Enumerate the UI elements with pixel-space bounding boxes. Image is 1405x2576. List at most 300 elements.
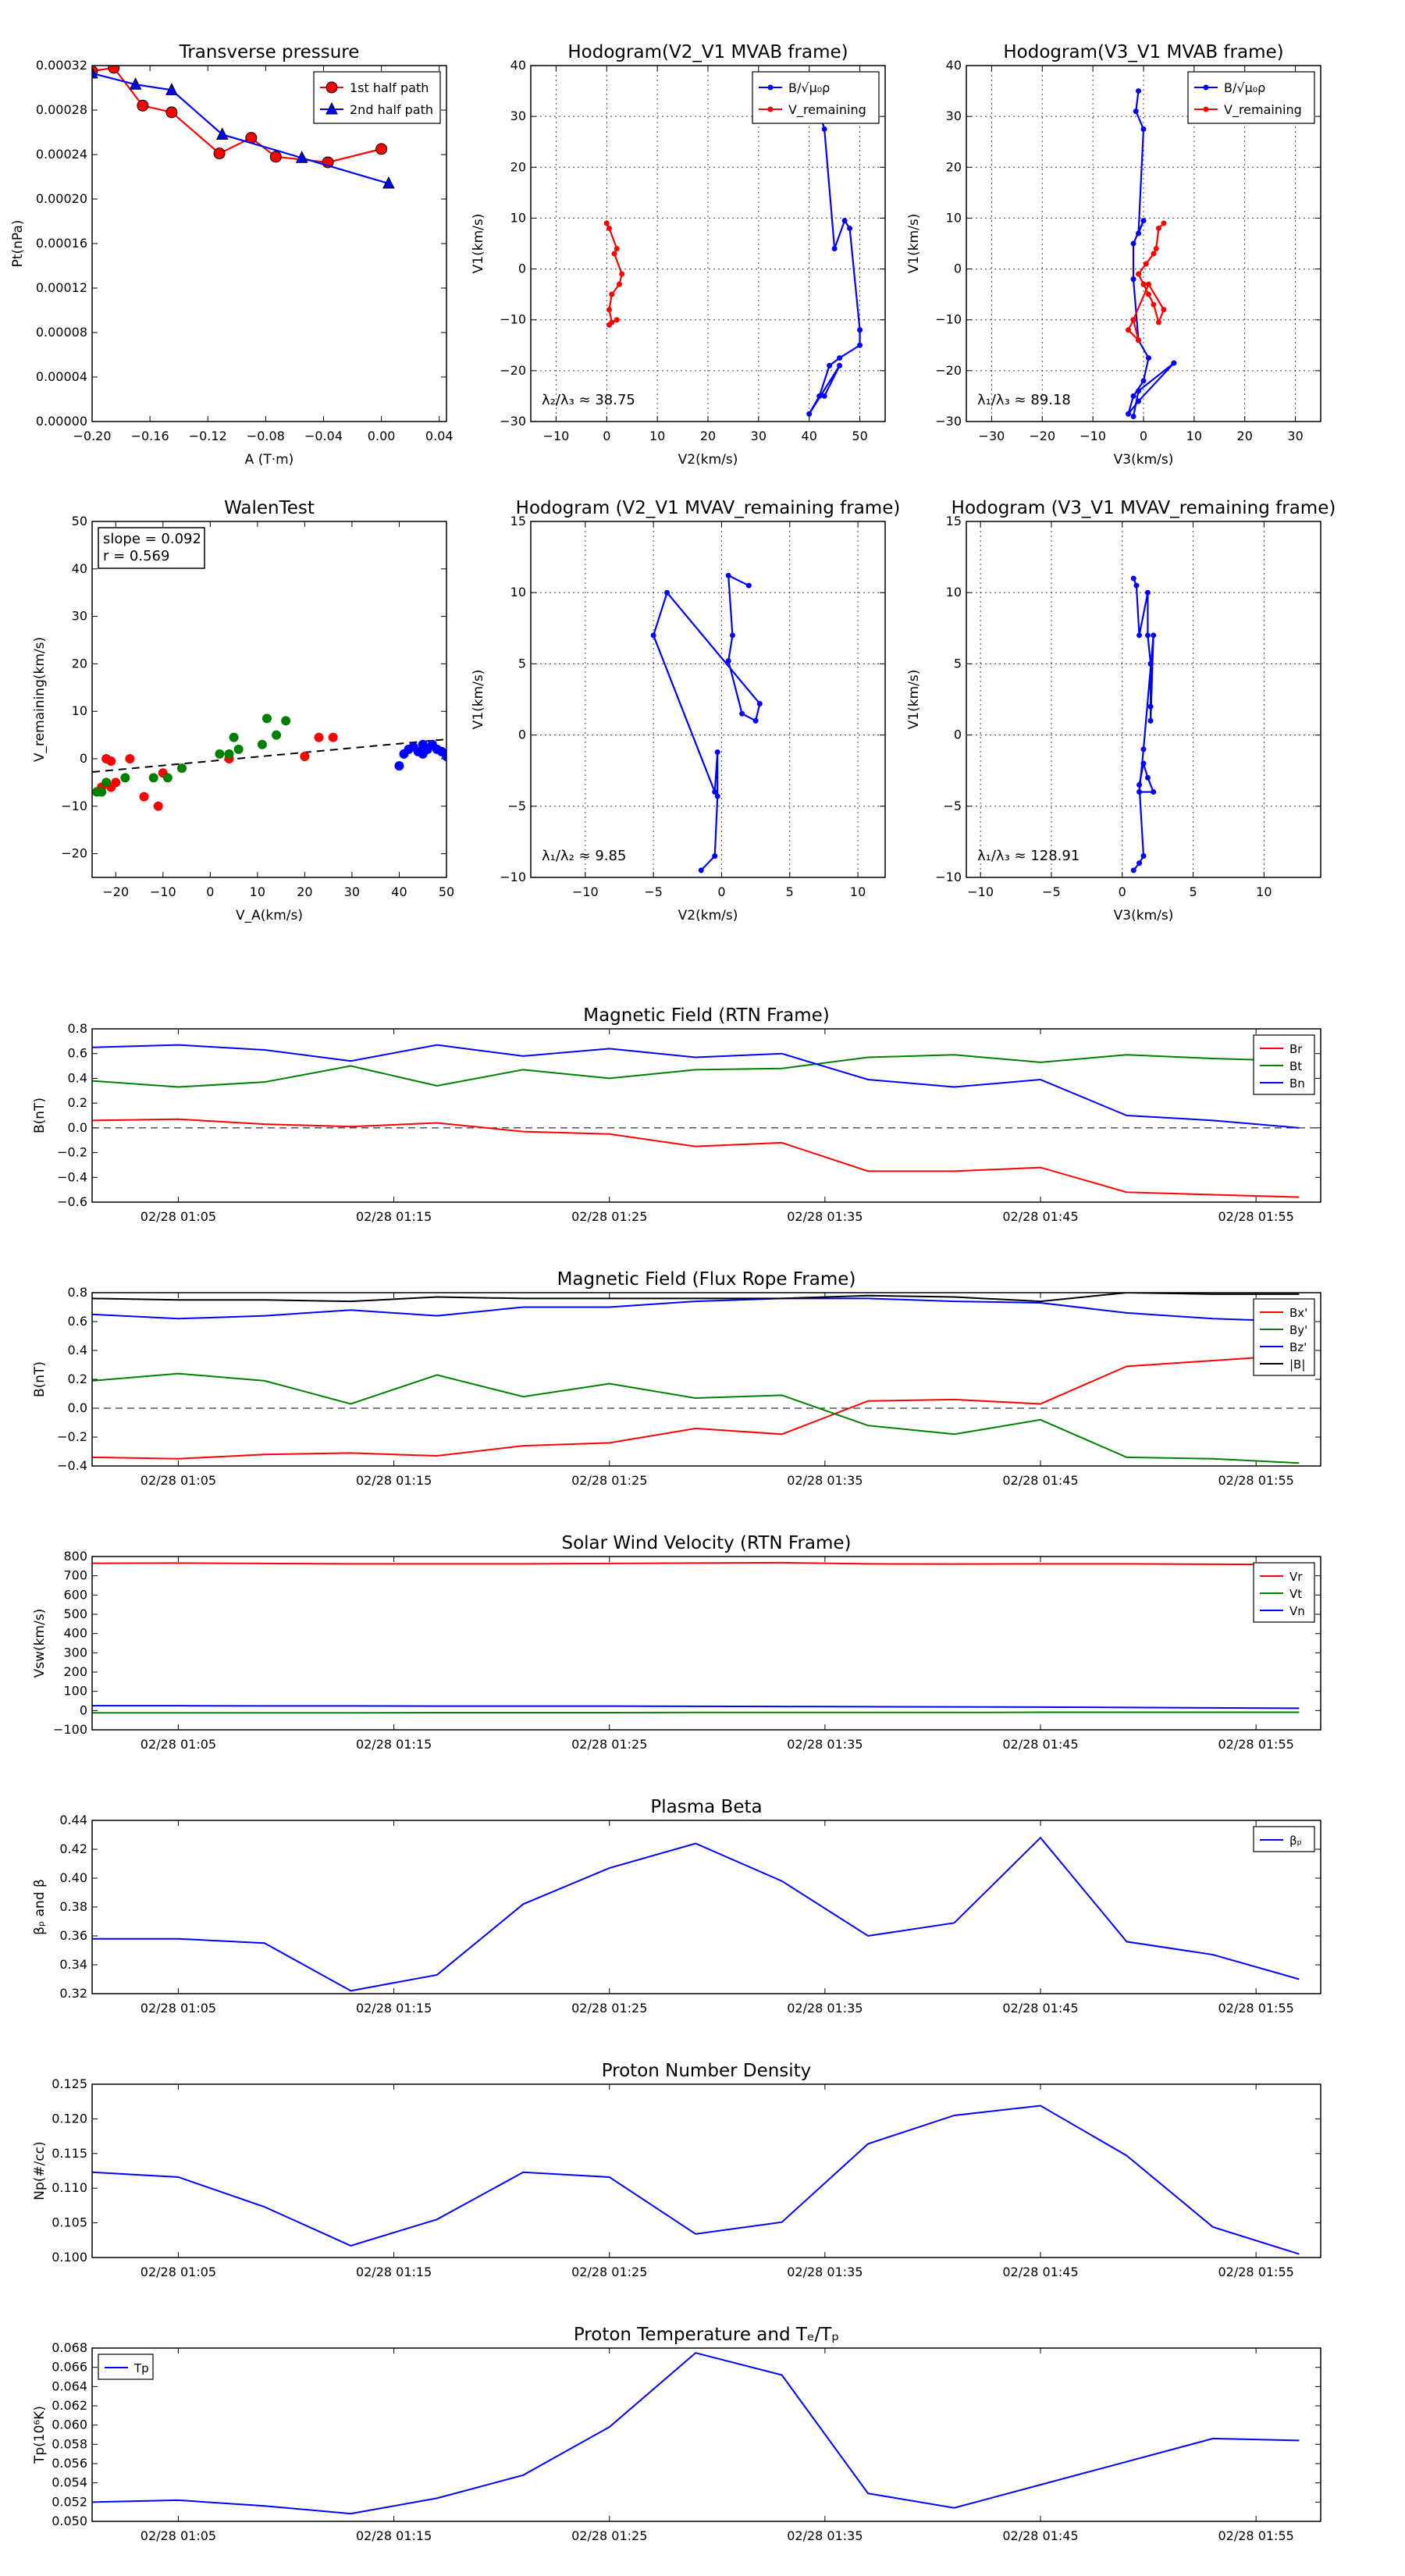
y-tick-label: 200 <box>63 1664 87 1679</box>
x-tick-label: 02/28 01:55 <box>1218 2265 1294 2279</box>
x-tick-label: 02/28 01:05 <box>140 1473 217 1488</box>
x-tick-label: −30 <box>978 429 1005 443</box>
data-point <box>612 251 617 257</box>
data-point <box>1156 319 1161 325</box>
series-0-line <box>92 2106 1299 2254</box>
y-tick-label: 15 <box>945 514 962 528</box>
y-axis-label: V1(km/s) <box>471 213 486 274</box>
x-tick-label: 02/28 01:25 <box>571 1737 648 1752</box>
series-by--line <box>92 1374 1299 1464</box>
data-point <box>1141 761 1147 767</box>
x-tick-label: 02/28 01:35 <box>787 1473 863 1488</box>
y-tick-label: 0.0 <box>67 1400 87 1415</box>
y-tick-label: 0.068 <box>52 2340 87 2355</box>
data-point <box>712 853 717 859</box>
y-tick-label: 0.056 <box>52 2456 87 2471</box>
data-point <box>614 246 620 251</box>
y-tick-label: −0.4 <box>57 1169 87 1185</box>
x-tick-label: 50 <box>852 429 868 443</box>
x-tick-label: 5 <box>1189 884 1197 899</box>
series-bn-line <box>92 1045 1299 1128</box>
y-tick-label: 0.062 <box>52 2398 87 2413</box>
y-tick-label: 400 <box>63 1625 87 1641</box>
data-point <box>1131 393 1136 399</box>
x-tick-label: −5 <box>1042 884 1061 899</box>
plot-frame <box>531 521 885 877</box>
legend <box>314 72 440 123</box>
x-tick-label: 02/28 01:35 <box>787 1737 863 1752</box>
data-point <box>726 658 731 664</box>
legend <box>1254 1299 1314 1375</box>
chart-title: WalenTest <box>224 498 315 518</box>
x-tick-label: −0.16 <box>130 429 169 443</box>
legend-marker <box>1204 107 1209 112</box>
x-tick-label: 02/28 01:55 <box>1218 2001 1294 2016</box>
y-axis-label: Np(#/cc) <box>32 2141 48 2201</box>
chart-tp <box>32 2325 1321 2543</box>
series-vr-line <box>92 1563 1299 1564</box>
y-tick-label: −10 <box>500 311 526 327</box>
y-tick-label: 40 <box>510 58 526 73</box>
x-tick-label: 40 <box>801 429 817 443</box>
x-tick-label: 02/28 01:15 <box>355 1473 432 1488</box>
data-point <box>1161 307 1166 312</box>
legend-label: Vt <box>1289 1587 1303 1601</box>
x-tick-label: 0 <box>1118 884 1126 899</box>
y-tick-label: −0.4 <box>57 1458 87 1473</box>
chart-pressure <box>10 42 454 468</box>
x-tick-label: −5 <box>644 884 663 899</box>
data-point <box>258 740 267 749</box>
data-point <box>1131 575 1136 581</box>
data-point <box>847 226 852 231</box>
series-0-line <box>1133 578 1153 870</box>
data-point <box>1131 867 1136 873</box>
x-tick-label: 02/28 01:05 <box>140 1737 217 1752</box>
data-point <box>329 733 338 742</box>
data-point <box>300 752 309 761</box>
data-point <box>1145 590 1151 596</box>
plot-area <box>92 1838 1299 1991</box>
data-point <box>1154 246 1159 251</box>
x-tick-label: 0.00 <box>367 429 396 443</box>
data-point <box>715 794 720 799</box>
annotation-text: λ₂/λ₃ ≈ 38.75 <box>542 392 635 408</box>
data-point <box>822 126 827 132</box>
legend-label: Br <box>1289 1042 1303 1056</box>
x-tick-label: 40 <box>391 884 407 899</box>
y-tick-label: −0.2 <box>57 1429 87 1444</box>
y-axis-label: V_remaining(km/s) <box>32 636 48 763</box>
annotation-text: λ₁/λ₃ ≈ 89.18 <box>977 392 1071 408</box>
x-tick-label: −0.04 <box>304 429 343 443</box>
x-tick-label: 0.04 <box>425 429 454 443</box>
plot-area <box>1131 575 1156 873</box>
chart-hodo_v2_mvab <box>471 42 885 468</box>
chart-title: Plasma Beta <box>650 1797 763 1817</box>
y-axis-label: Vsw(km/s) <box>32 1608 48 1678</box>
y-tick-label: 0.050 <box>52 2514 87 2528</box>
data-point <box>806 411 812 417</box>
chart-title: Hodogram (V3_V1 MVAV_remaining frame) <box>951 498 1336 518</box>
plot-frame <box>92 2348 1321 2521</box>
series--b--line <box>92 1293 1299 1301</box>
data-point <box>1146 282 1151 287</box>
data-point <box>394 761 404 770</box>
legend-label: |B| <box>1289 1357 1306 1372</box>
y-tick-label: 0.064 <box>52 2379 87 2394</box>
y-tick-label: 20 <box>71 656 87 671</box>
x-tick-label: 02/28 01:25 <box>571 2001 648 2016</box>
x-tick-label: 02/28 01:55 <box>1218 1473 1294 1488</box>
y-tick-label: 30 <box>71 608 87 624</box>
data-point <box>1136 88 1141 94</box>
x-tick-label: 02/28 01:05 <box>140 1209 217 1224</box>
legend-label: Bz' <box>1289 1340 1307 1354</box>
x-tick-label: 02/28 01:25 <box>571 1473 648 1488</box>
x-tick-label: 02/28 01:35 <box>787 2528 863 2543</box>
y-tick-label: 0.052 <box>52 2494 87 2510</box>
plot-frame <box>92 2084 1321 2258</box>
chart-walen <box>32 498 454 923</box>
x-tick-label: 0 <box>717 884 726 899</box>
legend-label: B/√μ₀ρ <box>1224 80 1266 95</box>
x-tick-label: 5 <box>785 884 794 899</box>
plot-frame <box>92 1820 1321 1994</box>
y-tick-label: 0.36 <box>59 1928 87 1943</box>
series-bz--line <box>92 1298 1299 1322</box>
legend-label: Bx' <box>1289 1306 1308 1320</box>
x-tick-label: −10 <box>1080 429 1107 443</box>
chart-title: Hodogram(V2_V1 MVAB frame) <box>567 42 848 62</box>
y-tick-label: 0.00024 <box>35 147 87 162</box>
x-tick-label: 0 <box>206 884 215 899</box>
x-axis-label: A (T·m) <box>244 452 294 468</box>
chart-title: Hodogram(V3_V1 MVAB frame) <box>1003 42 1284 62</box>
y-tick-label: 0.4 <box>67 1343 87 1357</box>
data-point <box>1136 782 1142 788</box>
y-tick-label: 40 <box>71 560 87 576</box>
chart-hodo_v2_mvav <box>471 498 900 923</box>
legend-marker <box>768 85 774 91</box>
data-point <box>827 363 832 368</box>
chart-hodo_v3_mvav <box>906 498 1336 923</box>
data-point <box>604 220 610 226</box>
legend-marker <box>1204 85 1209 91</box>
x-tick-label: 02/28 01:05 <box>140 2265 217 2279</box>
x-tick-label: 02/28 01:35 <box>787 1209 863 1224</box>
data-point <box>1136 388 1141 393</box>
data-point <box>120 773 130 782</box>
legend <box>1254 1035 1314 1094</box>
data-point <box>1136 398 1141 404</box>
series-br-line <box>92 1119 1299 1197</box>
chart-vsw <box>32 1533 1321 1752</box>
data-point <box>726 573 731 578</box>
x-tick-label: −10 <box>542 429 570 443</box>
chart-np <box>32 2061 1321 2279</box>
data-point <box>262 713 272 723</box>
legend-label: By' <box>1289 1323 1308 1337</box>
plot-area <box>92 1563 1299 1713</box>
data-point <box>1136 272 1141 277</box>
y-tick-label: 15 <box>510 514 526 528</box>
data-point <box>1146 355 1151 361</box>
y-tick-label: 0.38 <box>59 1899 87 1914</box>
x-tick-label: −0.08 <box>246 429 285 443</box>
y-tick-label: 0 <box>518 261 526 276</box>
y-tick-label: 5 <box>518 656 526 671</box>
y-tick-label: 40 <box>945 58 962 73</box>
y-tick-label: 0 <box>953 727 962 742</box>
y-tick-label: 0.00028 <box>35 102 87 117</box>
data-point <box>715 749 720 755</box>
data-point <box>270 151 281 162</box>
data-point <box>1141 378 1147 383</box>
x-tick-label: −20 <box>1029 429 1056 443</box>
x-tick-label: −20 <box>102 884 130 899</box>
y-axis-label: B(nT) <box>32 1097 48 1134</box>
data-point <box>214 148 225 159</box>
y-tick-label: −20 <box>935 362 962 378</box>
legend-label: V_remaining <box>788 102 866 117</box>
data-point <box>108 62 119 73</box>
plot-area <box>1126 88 1176 419</box>
data-point <box>137 100 148 111</box>
chart-title: Transverse pressure <box>179 42 360 62</box>
y-tick-label: 0.120 <box>52 2111 87 2126</box>
y-tick-label: −5 <box>943 798 962 813</box>
data-point <box>614 317 620 322</box>
y-tick-label: 0.34 <box>59 1957 87 1972</box>
x-tick-label: 02/28 01:45 <box>1002 1737 1079 1752</box>
data-point <box>1151 302 1156 308</box>
legend-label: B/√μ₀ρ <box>788 80 831 95</box>
data-point <box>757 701 763 706</box>
y-tick-label: 0.066 <box>52 2359 87 2375</box>
data-point <box>272 731 281 740</box>
x-tick-label: −10 <box>967 884 994 899</box>
legend <box>1254 1563 1314 1622</box>
data-point <box>229 733 239 742</box>
data-point <box>166 107 177 118</box>
data-point <box>225 749 234 759</box>
legend <box>1254 1827 1314 1852</box>
data-point <box>1151 789 1156 795</box>
chart-title: Hodogram (V2_V1 MVAV_remaining frame) <box>515 498 901 518</box>
data-point <box>234 745 244 754</box>
chart-mag_rtn <box>32 1005 1321 1224</box>
y-tick-label: 0.00016 <box>35 236 87 251</box>
series-0-line <box>653 575 759 870</box>
data-point <box>664 590 670 596</box>
y-tick-label: −0.6 <box>57 1194 87 1209</box>
fit-line <box>92 739 446 772</box>
data-point <box>619 272 624 277</box>
x-tick-label: 10 <box>249 884 266 899</box>
data-point <box>857 327 863 333</box>
y-tick-label: 10 <box>71 703 87 719</box>
data-point <box>281 716 290 725</box>
x-tick-label: 02/28 01:45 <box>1002 2528 1079 2543</box>
y-tick-label: 600 <box>63 1587 87 1603</box>
data-point <box>376 144 387 155</box>
legend-label: Tp <box>134 2361 149 2375</box>
data-point <box>217 128 228 139</box>
chart-mag_fr <box>32 1269 1321 1488</box>
x-tick-label: 50 <box>438 884 455 899</box>
data-point <box>739 711 745 717</box>
data-point <box>106 756 116 766</box>
x-tick-label: 02/28 01:35 <box>787 2001 863 2016</box>
data-point <box>1136 860 1142 866</box>
y-axis-label: V1(km/s) <box>906 213 922 274</box>
chart-title: Magnetic Field (RTN Frame) <box>583 1005 830 1026</box>
data-point <box>1136 230 1141 236</box>
y-tick-label: 0.2 <box>67 1095 87 1111</box>
plot-area <box>92 713 451 810</box>
data-point <box>822 393 827 399</box>
data-point <box>1161 220 1166 226</box>
x-tick-label: 10 <box>849 884 866 899</box>
data-point <box>1133 583 1139 589</box>
x-tick-label: 02/28 01:35 <box>787 2265 863 2279</box>
plot-area <box>92 1293 1321 1463</box>
x-tick-label: 20 <box>1236 429 1253 443</box>
legend <box>752 72 879 123</box>
series---line <box>92 1838 1299 1991</box>
chart-title: Proton Number Density <box>601 2061 812 2081</box>
chart-title: Magnetic Field (Flux Rope Frame) <box>557 1269 856 1290</box>
plot-area <box>651 573 763 873</box>
legend-label: 1st half path <box>350 80 429 95</box>
x-tick-label: 30 <box>1287 429 1304 443</box>
x-tick-label: 30 <box>750 429 767 443</box>
data-point <box>1141 218 1147 223</box>
y-tick-label: 0.40 <box>59 1870 87 1885</box>
x-tick-label: −10 <box>571 884 599 899</box>
y-tick-label: 10 <box>510 210 526 226</box>
y-axis-label: V1(km/s) <box>906 669 922 730</box>
x-tick-label: 20 <box>699 429 717 443</box>
y-tick-label: 10 <box>945 585 962 600</box>
y-tick-label: 0.0 <box>67 1119 87 1135</box>
y-tick-label: 30 <box>945 109 962 124</box>
plot-area <box>92 2106 1299 2254</box>
legend-label: 2nd half path <box>350 102 434 117</box>
y-tick-label: 0.00008 <box>35 325 87 340</box>
data-point <box>1136 632 1142 638</box>
x-tick-label: 10 <box>1256 884 1272 899</box>
x-tick-label: 02/28 01:05 <box>140 2528 217 2543</box>
x-tick-label: 02/28 01:55 <box>1218 2528 1294 2543</box>
legend-label: V_remaining <box>1224 102 1302 117</box>
x-tick-label: 0 <box>603 429 611 443</box>
data-point <box>97 788 106 797</box>
plot-frame <box>92 521 446 877</box>
data-point <box>842 218 848 223</box>
x-tick-label: 02/28 01:25 <box>571 2265 648 2279</box>
x-tick-label: 02/28 01:15 <box>355 2265 432 2279</box>
y-tick-label: 0.8 <box>67 1021 87 1036</box>
x-axis-label: V3(km/s) <box>1113 908 1174 923</box>
data-point <box>149 773 158 782</box>
x-tick-label: 02/28 01:05 <box>140 2001 217 2016</box>
data-point <box>154 802 163 811</box>
data-point <box>1126 411 1131 417</box>
y-tick-label: 20 <box>945 159 962 175</box>
data-point <box>746 583 752 589</box>
x-axis-label: V2(km/s) <box>678 908 738 923</box>
chart-title: Proton Temperature and Tₑ/Tₚ <box>573 2325 840 2345</box>
y-tick-label: 5 <box>953 656 962 671</box>
data-point <box>1141 126 1147 132</box>
data-point <box>1133 109 1139 114</box>
plot-area <box>92 1045 1321 1197</box>
y-tick-label: −10 <box>935 311 962 327</box>
x-tick-label: 02/28 01:55 <box>1218 1737 1294 1752</box>
data-point <box>1131 241 1136 247</box>
x-tick-label: 30 <box>343 884 361 899</box>
x-tick-label: 0 <box>1139 429 1148 443</box>
data-point <box>1131 317 1136 322</box>
data-point <box>101 777 111 787</box>
x-tick-label: 02/28 01:55 <box>1218 1209 1294 1224</box>
annotation-text: λ₁/λ₂ ≈ 9.85 <box>542 848 627 864</box>
stats-line: slope = 0.092 <box>103 531 201 547</box>
y-tick-label: 10 <box>510 585 526 600</box>
data-point <box>1131 414 1136 419</box>
y-tick-label: −5 <box>507 798 526 813</box>
data-point <box>1126 327 1131 333</box>
y-tick-label: 0.42 <box>59 1841 87 1856</box>
x-tick-label: −10 <box>149 884 176 899</box>
data-point <box>1148 661 1154 667</box>
y-tick-label: 0.115 <box>52 2145 87 2161</box>
y-tick-label: 0 <box>79 1703 87 1718</box>
y-tick-label: 0.110 <box>52 2180 87 2196</box>
y-tick-label: 0.00032 <box>35 58 87 73</box>
x-tick-label: 20 <box>297 884 313 899</box>
y-tick-label: −0.2 <box>57 1144 87 1160</box>
chart-hodo_v3_mvab <box>906 42 1321 468</box>
x-tick-label: 02/28 01:15 <box>355 2528 432 2543</box>
data-point <box>1148 704 1154 710</box>
data-point <box>215 749 224 759</box>
y-tick-label: 500 <box>63 1606 87 1621</box>
y-tick-label: 0.058 <box>52 2436 87 2452</box>
series-b--line <box>809 112 860 415</box>
series-vn-line <box>92 1706 1299 1708</box>
stats-line: r = 0.569 <box>103 548 170 564</box>
plot-frame <box>92 1557 1321 1730</box>
data-point <box>1145 632 1151 638</box>
y-tick-label: 800 <box>63 1549 87 1564</box>
y-tick-label: −10 <box>500 870 526 884</box>
data-point <box>857 343 863 348</box>
legend-label: Bt <box>1289 1059 1303 1073</box>
y-tick-label: −10 <box>61 798 87 813</box>
data-point <box>832 246 838 251</box>
data-point <box>1131 276 1136 282</box>
x-axis-label: V2(km/s) <box>678 452 738 468</box>
y-tick-label: 700 <box>63 1567 87 1583</box>
plot-frame <box>966 521 1321 877</box>
data-point <box>606 226 612 231</box>
y-tick-label: −10 <box>935 870 962 884</box>
data-point <box>837 363 842 368</box>
y-tick-label: −20 <box>61 845 87 861</box>
